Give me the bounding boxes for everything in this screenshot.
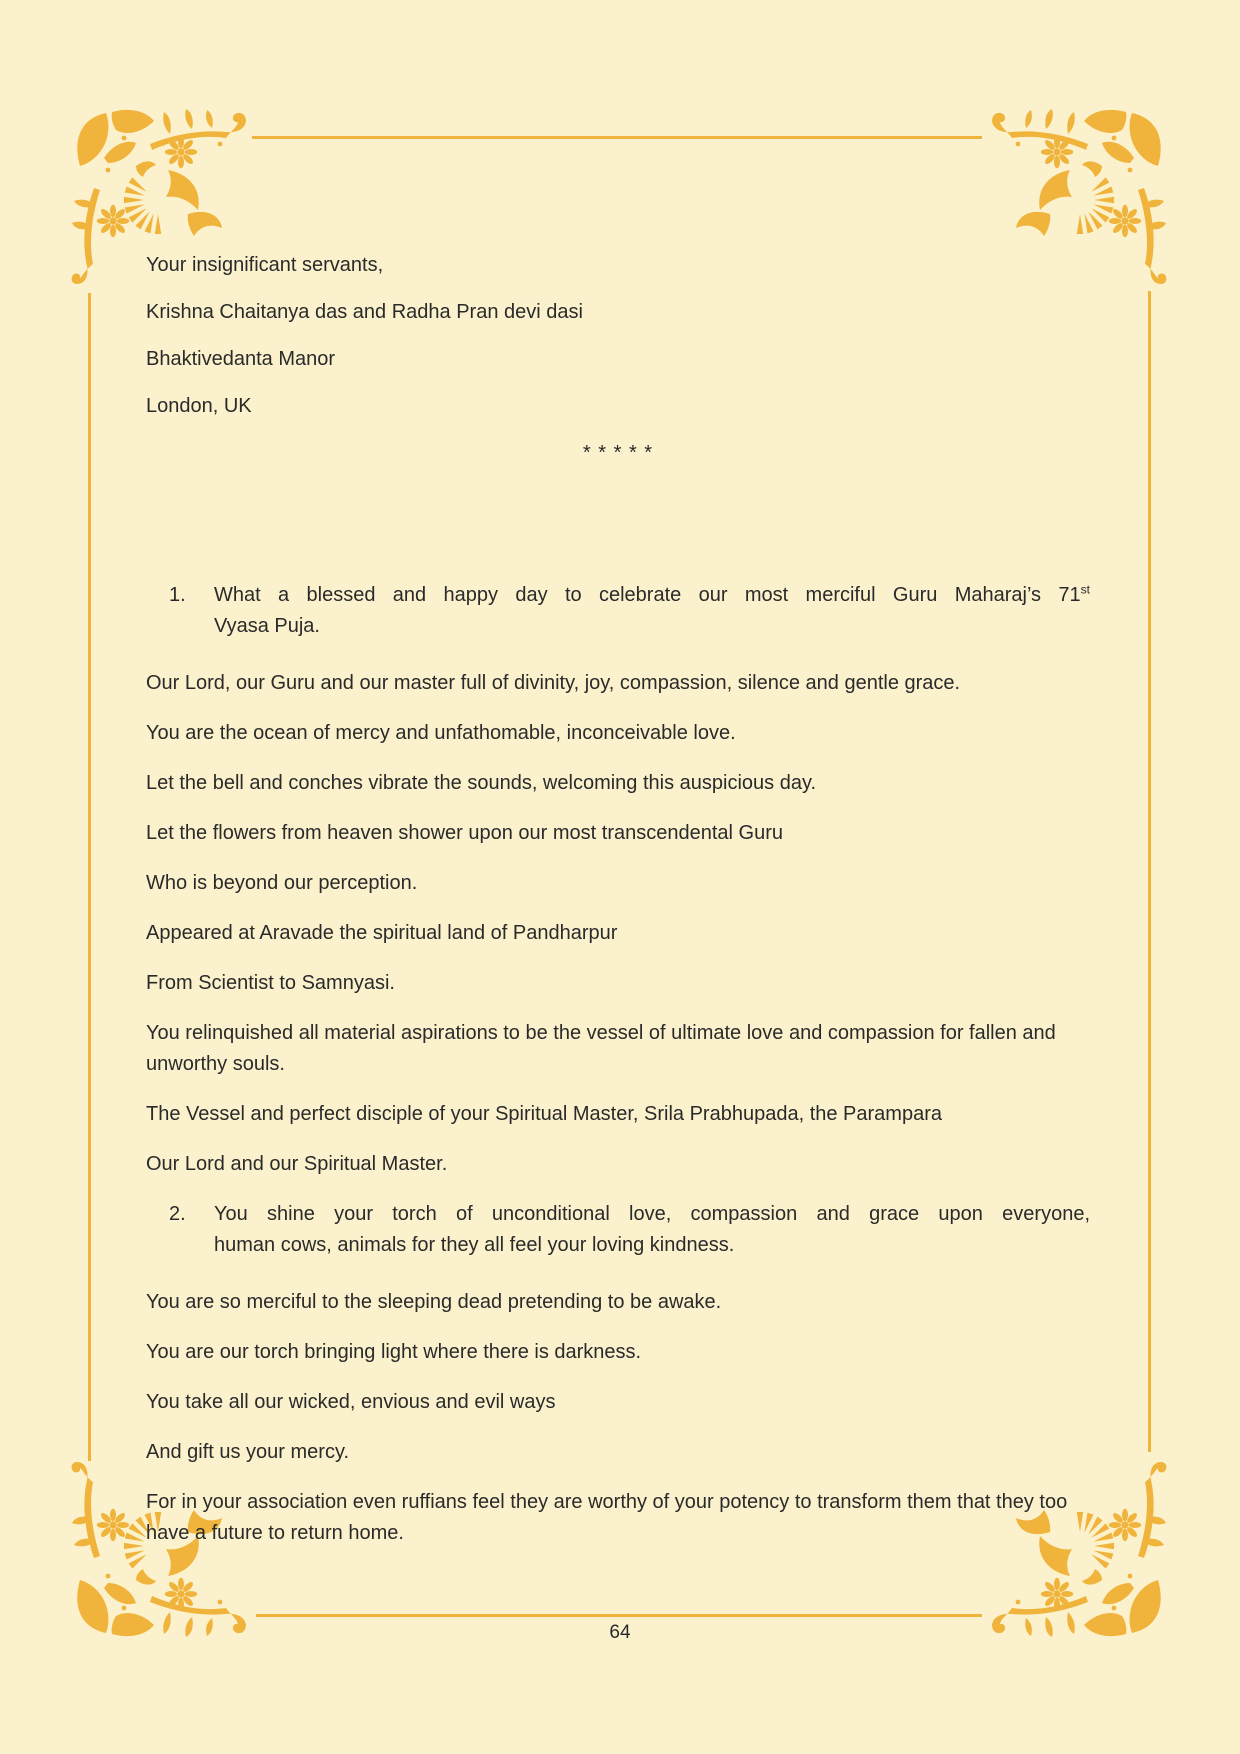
paragraph: And gift us your mercy. xyxy=(146,1441,350,1463)
list-item-line: You shine your torch of unconditional love, compassion and grace upon everyone, xyxy=(214,1203,1090,1225)
paragraph: From Scientist to Samnyasi. xyxy=(146,972,395,994)
signature-line: Krishna Chaitanya das and Radha Pran devi dasi xyxy=(146,301,583,323)
paragraph: Our Lord and our Spiritual Master. xyxy=(146,1153,448,1175)
list-item-2 xyxy=(146,1199,1090,1261)
paragraph: You are so merciful to the sleeping dead pretending to be awake. xyxy=(146,1291,722,1313)
paragraph: You take all our wicked, envious and evil ways xyxy=(146,1391,556,1413)
paragraph: Our Lord, our Guru and our master full of divinity, joy, compassion, silence and gentle grace. xyxy=(146,672,961,694)
letter-body xyxy=(146,250,1090,1568)
list-item-line xyxy=(214,580,1090,611)
signature-line: Bhaktivedanta Manor xyxy=(146,348,336,370)
paragraph: Who is beyond our perception. xyxy=(146,872,418,894)
list-item-line: human cows, animals for they all feel your loving kindness. xyxy=(214,1234,735,1256)
ordinal-superscript: st xyxy=(1080,582,1090,597)
paragraph: Let the bell and conches vibrate the sounds, welcoming this auspicious day. xyxy=(146,772,817,794)
paragraph: The Vessel and perfect disciple of your Spiritual Master, Srila Prabhupada, the Parampara xyxy=(146,1103,942,1125)
frame-border-right xyxy=(1148,291,1151,1452)
paragraph: For in your association even ruffians feel they are worthy of your potency to transform them that they too have a future to return home. xyxy=(146,1491,1068,1544)
frame-border-left xyxy=(88,293,91,1461)
list-item-number: 1. xyxy=(169,584,186,606)
star-separator: * * * * * xyxy=(582,442,654,464)
signature-block xyxy=(146,250,1090,422)
page-number: 64 xyxy=(609,1622,631,1643)
signature-line: Your insignificant servants, xyxy=(146,254,384,276)
list-item-number: 2. xyxy=(169,1203,186,1225)
paragraph: Appeared at Aravade the spiritual land of Pandharpur xyxy=(146,922,618,944)
paragraph: You are the ocean of mercy and unfathomable, inconceivable love. xyxy=(146,722,736,744)
list-item-1 xyxy=(146,580,1090,642)
paragraph: You are our torch bringing light where there is darkness. xyxy=(146,1341,642,1363)
paragraph: You relinquished all material aspirations to be the vessel of ultimate love and compassion for fallen and unworthy souls. xyxy=(146,1022,1056,1075)
list-item-text: What a blessed and happy day to celebrate our most merciful Guru Maharaj’s 71 xyxy=(214,584,1081,606)
paragraph: Let the flowers from heaven shower upon our most transcendental Guru xyxy=(146,822,784,844)
list-item-line: Vyasa Puja. xyxy=(214,615,320,637)
signature-line: London, UK xyxy=(146,395,252,417)
frame-border-top xyxy=(252,136,982,139)
frame-border-bottom xyxy=(256,1614,982,1617)
